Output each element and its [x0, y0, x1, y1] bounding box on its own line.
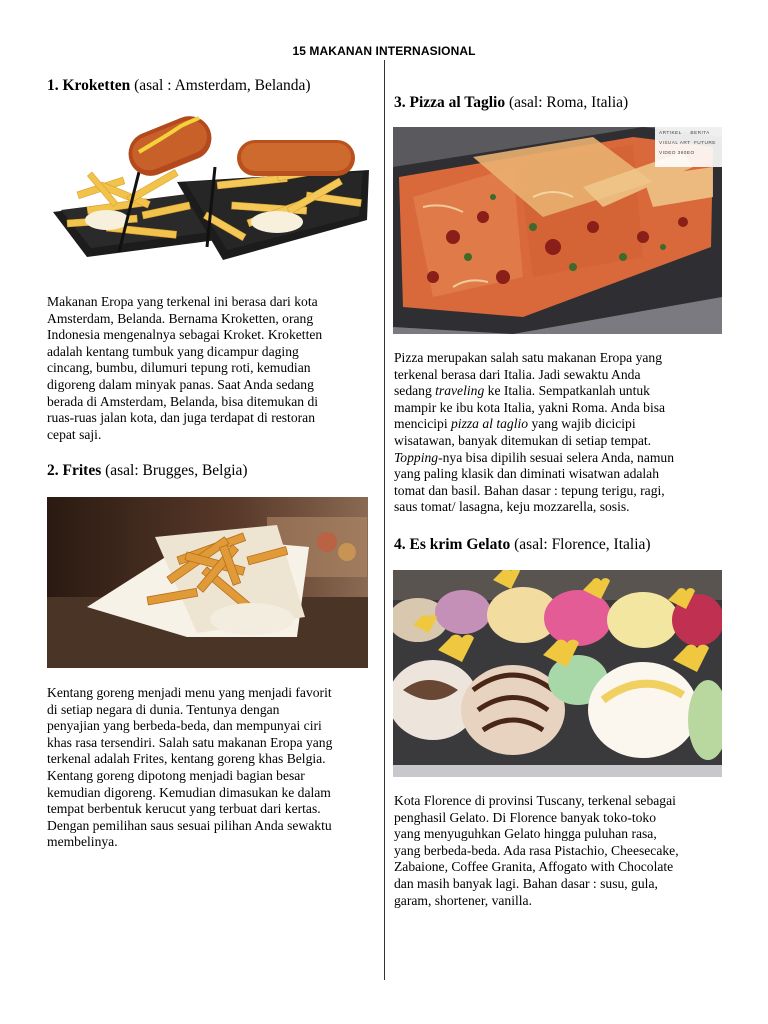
- gelato-photo: [393, 570, 722, 777]
- text-run: sedang: [394, 383, 436, 399]
- paragraph-line: mampir ke ibu kota Italia, yakni Roma. Anda bisa: [394, 399, 666, 415]
- paragraph-line: yang berbeda-beda. Ada rasa Pistachio, Cheesecake,: [394, 842, 679, 858]
- frites-photo: [47, 497, 368, 668]
- heading-pizza: [394, 94, 628, 112]
- paragraph-line: yang paling klasik dan diminati wisatwan adalah: [394, 466, 660, 482]
- heading-frites: [47, 462, 248, 480]
- paragraph-line: di setiap negara di dunia. Tentunya dengan: [47, 701, 280, 717]
- paragraph-line: terkenal berasa dari Italia. Jadi sewaktu Anda: [394, 366, 641, 382]
- item-origin: (asal: Roma, Italia): [508, 94, 629, 111]
- paragraph-line: Makanan Eropa yang terkenal ini berasa dari kota: [47, 294, 318, 309]
- item-origin: (asal : Amsterdam, Belanda): [134, 77, 311, 94]
- paragraph-line: adalah kentang tumbuk yang dicampur daging: [47, 343, 299, 359]
- paragraph-line: berada di Amsterdam, Belanda, bisa ditemukan di: [47, 393, 319, 409]
- paragraph-line: khas rasa tersendiri. Salah satu makanan Eropa yang: [47, 734, 333, 750]
- paragraph-line: terkenal adalah Frites, kentang goreng khas Belgia.: [47, 751, 326, 767]
- item-origin: (asal: Florence, Italia): [514, 536, 651, 553]
- italic-term: traveling: [435, 383, 485, 399]
- item-name: Frites: [62, 462, 102, 479]
- paragraph-line: [394, 383, 724, 400]
- paragraph-line: wisatawan, banyak ditemukan di setiap tempat.: [394, 432, 652, 448]
- pizza-watermark: [659, 129, 721, 159]
- text-run: mencicipi: [394, 416, 451, 432]
- paragraph-line: Zabaione, Coffee Granita, Affogato with Chocolate: [394, 859, 674, 875]
- item-name: Pizza al Taglio: [409, 94, 506, 111]
- paragraph-line: [394, 416, 724, 433]
- paragraph-line: garam, shortener, vanilla.: [394, 892, 532, 908]
- kroketten-photo: [47, 112, 377, 280]
- text-run: -nya bisa dipilih sesuai selera Anda, namun: [438, 449, 675, 465]
- italic-term: Topping: [394, 449, 439, 465]
- item-number: 1.: [47, 77, 59, 94]
- watermark-text: FUTURE: [693, 141, 716, 146]
- paragraph-line: Kentang goreng menjadi menu yang menjadi favorit: [47, 685, 332, 700]
- text-run: ke Italia. Sempatkanlah untuk: [484, 383, 650, 399]
- paragraph-line: cincang, bumbu, dilumuri tepung roti, kemudian: [47, 360, 311, 376]
- paragraph-line: tomat dan basil. Bahan dasar : tepung terigu, ragi,: [394, 482, 665, 498]
- column-divider: [384, 60, 385, 980]
- item-number: 4.: [394, 536, 406, 553]
- italic-term: pizza al taglio: [451, 416, 529, 432]
- paragraph-line: kemudian digoreng. Kemudian dimasukan ke dalam: [47, 784, 331, 800]
- paragraph-line: penyajian yang berbeda-beda, dan mempunyai ciri: [47, 718, 322, 734]
- watermark-text: ARTIKEL: [659, 131, 682, 136]
- paragraph-line: penghasil Gelato. Di Florence banyak toko-toko: [394, 809, 656, 825]
- paragraph-line: Dengan pemilihan saus sesuai pilihan Anda sewaktu: [47, 817, 332, 833]
- page-title: 15 MAKANAN INTERNASIONAL: [292, 44, 476, 58]
- paragraph-line: digoreng dalam minyak panas. Saat Anda sedang: [47, 376, 314, 392]
- paragraph-line: tempat berbentuk kerucut yang terbuat dari kertas.: [47, 801, 321, 817]
- paragraph-pizza: [394, 350, 724, 516]
- item-number: 3.: [394, 94, 406, 111]
- item-origin: (asal: Brugges, Belgia): [105, 462, 248, 479]
- watermark-text: VIDEO 360EO: [659, 151, 695, 156]
- paragraph-gelato: [394, 793, 724, 909]
- paragraph-line: Kota Florence di provinsi Tuscany, terkenal sebagai: [394, 793, 676, 808]
- paragraph-line: Indonesia mengenalnya sebagai Kroket. Kroketten: [47, 327, 323, 343]
- text-run: yang wajib dicicipi: [528, 416, 636, 432]
- paragraph-line: ruas-ruas jalan kota, dan juga terdapat di restoran: [47, 410, 315, 426]
- paragraph-line: saus tomat/ lasagna, keju mozzarella, sosis.: [394, 499, 630, 515]
- paragraph-line: Kentang goreng dipotong menjadi bagian besar: [47, 767, 305, 783]
- item-name: Es krim Gelato: [409, 536, 511, 553]
- item-name: Kroketten: [62, 77, 131, 94]
- paragraph-line: Amsterdam, Belanda. Bernama Kroketten, orang: [47, 310, 314, 326]
- paragraph-line: membelinya.: [47, 834, 118, 850]
- paragraph-line: dan masih banyak lagi. Bahan dasar : susu, gula,: [394, 875, 658, 891]
- paragraph-line: [394, 450, 724, 467]
- paragraph-line: cepat saji.: [47, 426, 102, 442]
- watermark-text: VISUAL ART: [659, 141, 691, 146]
- item-number: 2.: [47, 462, 59, 479]
- pizza-photo: [393, 127, 722, 334]
- watermark-text: BERITA: [690, 131, 710, 136]
- heading-kroketten: [47, 77, 311, 95]
- paragraph-frites: [47, 685, 362, 851]
- paragraph-line: Pizza merupakan salah satu makanan Eropa yang: [394, 350, 662, 365]
- heading-gelato: [394, 536, 651, 554]
- paragraph-kroketten: [47, 294, 362, 443]
- paragraph-line: yang menyuguhkan Gelato hingga puluhan rasa,: [394, 826, 657, 842]
